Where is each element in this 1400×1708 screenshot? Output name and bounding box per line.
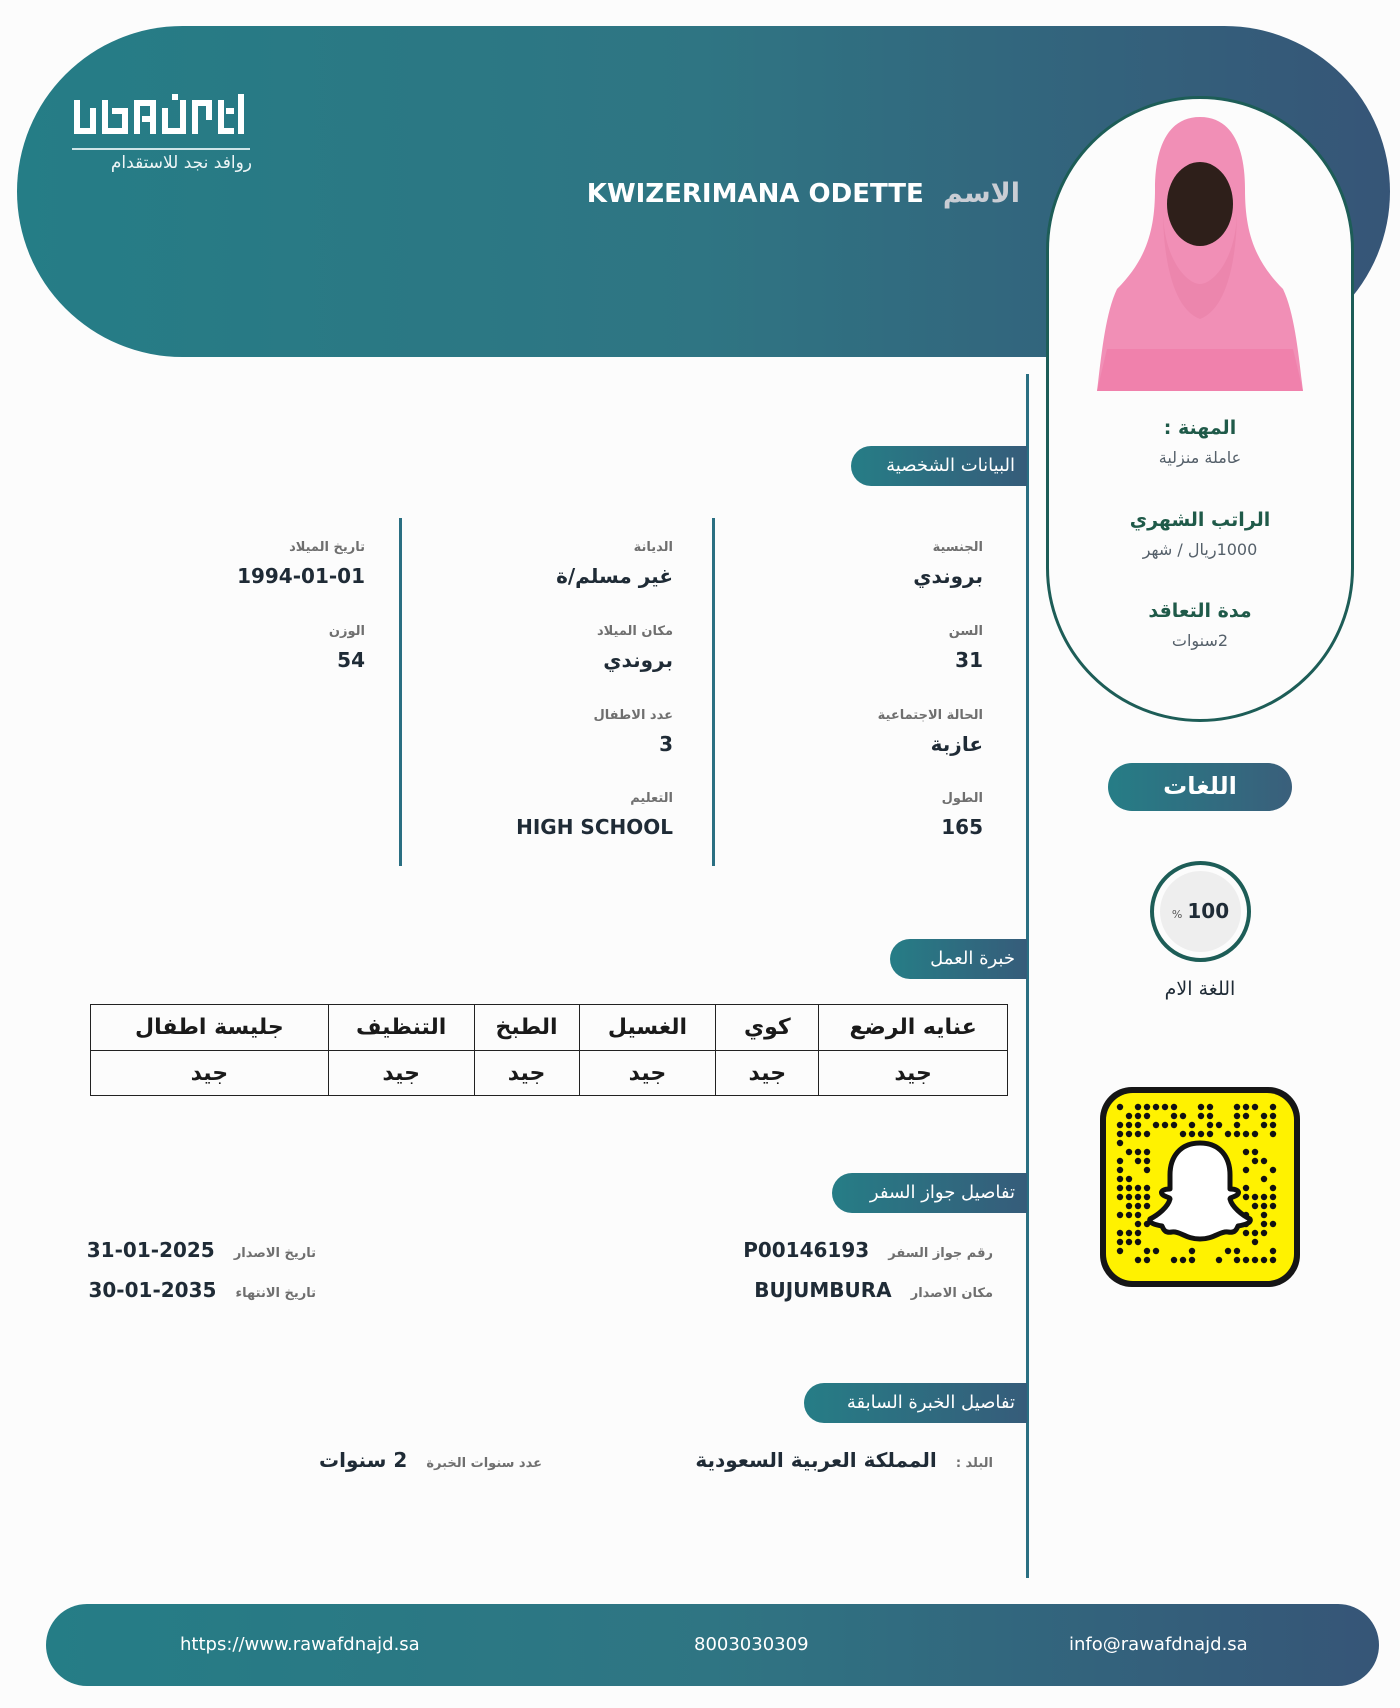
height-label: الطول xyxy=(941,791,983,806)
snapcode-dot xyxy=(1171,1104,1177,1110)
logo-divider xyxy=(72,148,250,150)
snapcode-dot xyxy=(1126,1239,1132,1245)
snapcode-dot xyxy=(1135,1194,1141,1200)
snapcode-dot xyxy=(1243,1185,1249,1191)
education-label: التعليم xyxy=(630,791,673,806)
snapcode-dot xyxy=(1252,1230,1258,1236)
snapcode-dot xyxy=(1135,1257,1141,1263)
snapcode-dot xyxy=(1270,1104,1276,1110)
snapcode-dot xyxy=(1207,1104,1213,1110)
snapcode-dot xyxy=(1198,1113,1204,1119)
snapcode-dot xyxy=(1135,1113,1141,1119)
snapcode-dot xyxy=(1117,1167,1123,1173)
snapcode-dot xyxy=(1171,1257,1177,1263)
snapcode-dot xyxy=(1243,1194,1249,1200)
snapcode-dot xyxy=(1189,1131,1195,1137)
snapcode-dot xyxy=(1117,1212,1123,1218)
snapcode-dot xyxy=(1153,1248,1159,1254)
birth-place-label: مكان الميلاد xyxy=(596,624,673,639)
marital-status-value: عازبة xyxy=(930,732,983,756)
snapcode-dot xyxy=(1243,1131,1249,1137)
skill-level: جيد xyxy=(328,1051,474,1096)
languages-title: اللغات xyxy=(1108,763,1292,811)
snapcode-dot xyxy=(1270,1113,1276,1119)
snapcode-dot xyxy=(1234,1104,1240,1110)
snapcode-dot xyxy=(1144,1194,1150,1200)
column-divider xyxy=(399,518,402,866)
height-value: 165 xyxy=(941,815,983,839)
skill-header: الطبخ xyxy=(474,1005,579,1051)
snapcode-dot xyxy=(1252,1239,1258,1245)
profession-value: عاملة منزلية xyxy=(1158,448,1242,467)
education-value: HIGH SCHOOL xyxy=(516,815,673,839)
snapcode-dot xyxy=(1144,1248,1150,1254)
snapcode-dot xyxy=(1144,1131,1150,1137)
issue-place-label: مكان الاصدار xyxy=(910,1286,993,1301)
snapcode-dot xyxy=(1144,1185,1150,1191)
snapcode-dot xyxy=(1189,1248,1195,1254)
snapcode-dot xyxy=(1126,1212,1132,1218)
snapcode-dot xyxy=(1252,1158,1258,1164)
snapcode-dot xyxy=(1270,1194,1276,1200)
snapcode-dot xyxy=(1135,1212,1141,1218)
snapcode-dot xyxy=(1189,1122,1195,1128)
salary-label: الراتب الشهري xyxy=(1129,509,1271,531)
ghost-icon xyxy=(1150,1143,1251,1239)
issue-date-value: 2025-01-31 xyxy=(86,1238,215,1262)
skill-header: التنظيف xyxy=(328,1005,474,1051)
snapcode-dot xyxy=(1126,1149,1132,1155)
snapcode-dot xyxy=(1207,1131,1213,1137)
column-divider xyxy=(712,518,715,866)
issue-place-field xyxy=(754,1278,993,1302)
snapcode-dot xyxy=(1270,1131,1276,1137)
skill-level: جيد xyxy=(91,1051,329,1096)
snapcode-dot xyxy=(1126,1122,1132,1128)
snapcode-dot xyxy=(1144,1167,1150,1173)
language-name: اللغة الام xyxy=(1164,978,1236,1000)
contract-field xyxy=(1049,600,1351,650)
snapcode-dot xyxy=(1135,1239,1141,1245)
company-logo-mark xyxy=(72,94,246,144)
height-field xyxy=(941,791,983,839)
skill-header: جليسة اطفال xyxy=(91,1005,329,1051)
contract-label: مدة التعاقد xyxy=(1148,600,1252,622)
snapcode-dot xyxy=(1243,1230,1249,1236)
snapcode-dot xyxy=(1243,1113,1249,1119)
snapcode-dot xyxy=(1171,1113,1177,1119)
snapcode-dot xyxy=(1270,1167,1276,1173)
children-label: عدد الاطفال xyxy=(593,708,673,723)
snapcode-yellow xyxy=(1106,1093,1294,1281)
birth-place-field xyxy=(597,624,673,672)
contract-value: 2سنوات xyxy=(1171,631,1229,650)
snapcode-dot xyxy=(1270,1257,1276,1263)
personal-section-title: البيانات الشخصية xyxy=(851,446,1027,486)
marital-status-label: الحالة الاجتماعية xyxy=(877,708,983,723)
snapcode-dot xyxy=(1162,1104,1168,1110)
candidate-photo xyxy=(1097,109,1303,391)
issue-place-value: BUJUMBURA xyxy=(754,1278,892,1302)
snapcode-dot xyxy=(1261,1212,1267,1218)
education-field xyxy=(516,791,673,839)
snapcode-dot xyxy=(1162,1122,1168,1128)
footer-phone[interactable]: 8003030309 xyxy=(694,1634,809,1655)
salary-value: 1000ريال / شهر xyxy=(1142,540,1258,559)
snapcode-dot xyxy=(1135,1131,1141,1137)
snapcode-dot xyxy=(1117,1176,1123,1182)
snapcode-dot xyxy=(1117,1140,1123,1146)
snapcode-dot xyxy=(1198,1131,1204,1137)
snapcode-dot xyxy=(1117,1185,1123,1191)
snapcode-dot xyxy=(1126,1185,1132,1191)
snapcode-dot xyxy=(1144,1257,1150,1263)
company-tagline: روافد نجد للاستقدام xyxy=(110,153,252,173)
snapcode-dot xyxy=(1234,1248,1240,1254)
passport-number-label: رقم جواز السفر xyxy=(888,1246,993,1261)
snapchat-code[interactable] xyxy=(1100,1087,1300,1287)
snapcode-dot xyxy=(1261,1221,1267,1227)
snapcode-dot xyxy=(1252,1131,1258,1137)
snapcode-dot xyxy=(1243,1167,1249,1173)
skills-header-row xyxy=(91,1005,1008,1051)
birth-date-value: 1994-01-01 xyxy=(237,564,365,588)
religion-label: الديانة xyxy=(633,540,673,555)
snapcode-dot xyxy=(1261,1257,1267,1263)
snapcode-dot xyxy=(1252,1203,1258,1209)
skills-table xyxy=(90,1004,1008,1096)
profile-card xyxy=(1046,96,1354,722)
snapcode-dot xyxy=(1243,1104,1249,1110)
snapcode-dot xyxy=(1225,1131,1231,1137)
snapcode-dot xyxy=(1261,1158,1267,1164)
snapcode-dot xyxy=(1180,1131,1186,1137)
snapcode-dot xyxy=(1126,1230,1132,1236)
snapcode-dot xyxy=(1252,1149,1258,1155)
snapcode-dot xyxy=(1216,1257,1222,1263)
nationality-field xyxy=(913,540,983,588)
age-field xyxy=(949,624,983,672)
snapcode-dot xyxy=(1180,1257,1186,1263)
weight-field xyxy=(329,624,365,672)
snapcode-dot xyxy=(1270,1203,1276,1209)
snapcode-dot xyxy=(1234,1122,1240,1128)
snapcode-dot xyxy=(1234,1113,1240,1119)
snapcode-dot xyxy=(1135,1230,1141,1236)
snapcode-dot xyxy=(1135,1185,1141,1191)
snapcode-dot xyxy=(1261,1203,1267,1209)
footer-website-link[interactable]: https://www.rawafdnajd.sa xyxy=(180,1634,420,1655)
snapcode-dot xyxy=(1126,1131,1132,1137)
footer-bar xyxy=(46,1604,1379,1686)
birth-date-field xyxy=(237,540,365,588)
candidate-name xyxy=(560,178,1020,209)
snapcode-dot xyxy=(1126,1194,1132,1200)
snapcode-dot xyxy=(1144,1113,1150,1119)
snapcode-dot xyxy=(1126,1203,1132,1209)
skills-level-row xyxy=(91,1051,1008,1096)
snapcode-dot xyxy=(1135,1149,1141,1155)
skill-header: الغسيل xyxy=(579,1005,716,1051)
snapcode-dot xyxy=(1135,1158,1141,1164)
name-label: الاسم xyxy=(942,178,1020,209)
snapcode-dot xyxy=(1171,1122,1177,1128)
snapcode-dot xyxy=(1117,1131,1123,1137)
language-level-unit: % xyxy=(1171,908,1183,921)
previous-experience-section-title: تفاصيل الخبرة السابقة xyxy=(804,1383,1027,1423)
expiry-date-value: 2035-01-30 xyxy=(88,1278,217,1302)
previous-country-field xyxy=(695,1448,993,1472)
passport-number-value: P00146193 xyxy=(743,1238,870,1262)
company-logo xyxy=(72,94,252,173)
snapcode-dot xyxy=(1144,1203,1150,1209)
skill-level: جيد xyxy=(716,1051,819,1096)
snapcode-dot xyxy=(1207,1113,1213,1119)
birth-date-label: تاريخ الميلاد xyxy=(289,540,365,555)
passport-section-title: تفاصيل جواز السفر xyxy=(832,1173,1027,1213)
religion-value: غير مسلم/ة xyxy=(556,564,673,588)
skill-level: جيد xyxy=(474,1051,579,1096)
experience-years-label: عدد سنوات الخبرة xyxy=(426,1456,542,1471)
passport-number-field xyxy=(743,1238,993,1262)
snapcode-dot xyxy=(1234,1257,1240,1263)
snapcode-dot xyxy=(1198,1104,1204,1110)
snapcode-dot xyxy=(1117,1158,1123,1164)
snapcode-dot xyxy=(1135,1221,1141,1227)
birth-place-value: بروندي xyxy=(603,648,673,672)
issue-date-label: تاريخ الاصدار xyxy=(233,1246,316,1261)
snapcode-dot xyxy=(1261,1230,1267,1236)
snapcode-dot xyxy=(1180,1113,1186,1119)
snapcode-dot xyxy=(1117,1194,1123,1200)
snapcode-dot xyxy=(1144,1104,1150,1110)
snapcode-dot xyxy=(1126,1113,1132,1119)
snapcode-dot xyxy=(1153,1122,1159,1128)
snapcode-dot xyxy=(1225,1248,1231,1254)
weight-label: الوزن xyxy=(328,624,365,639)
snapcode-dot xyxy=(1117,1248,1123,1254)
previous-country-value: المملكة العربية السعودية xyxy=(695,1448,937,1472)
nationality-label: الجنسية xyxy=(932,540,983,555)
age-label: السن xyxy=(948,624,983,639)
snapcode-dot xyxy=(1252,1104,1258,1110)
snapcode-dot xyxy=(1135,1203,1141,1209)
weight-value: 54 xyxy=(337,648,365,672)
previous-country-label: البلد : xyxy=(955,1456,993,1471)
snapcode-dot xyxy=(1270,1122,1276,1128)
skill-level: جيد xyxy=(579,1051,716,1096)
experience-years-field xyxy=(319,1448,542,1472)
snapcode-dot xyxy=(1261,1113,1267,1119)
snapcode-dots xyxy=(1106,1093,1294,1281)
snapcode-dot xyxy=(1243,1257,1249,1263)
snapcode-dot xyxy=(1216,1122,1222,1128)
snapcode-dot xyxy=(1135,1122,1141,1128)
nationality-value: بروندي xyxy=(913,564,983,588)
name-value: KWIZERIMANA ODETTE xyxy=(586,179,924,209)
snapcode-dot xyxy=(1117,1104,1123,1110)
snapcode-dot xyxy=(1135,1104,1141,1110)
language-level xyxy=(1160,871,1241,952)
children-value: 3 xyxy=(659,732,673,756)
snapcode-dot xyxy=(1252,1194,1258,1200)
skill-level: جيد xyxy=(819,1051,1008,1096)
snapcode-dot xyxy=(1270,1248,1276,1254)
expiry-date-field xyxy=(88,1278,316,1302)
footer-email-link[interactable]: info@rawafdnajd.sa xyxy=(1069,1634,1248,1655)
profession-label: المهنة : xyxy=(1163,417,1237,439)
snapcode-dot xyxy=(1234,1131,1240,1137)
snapcode-dot xyxy=(1117,1230,1123,1236)
experience-section-title: خبرة العمل xyxy=(890,939,1027,979)
language-level-value: 100 xyxy=(1187,899,1230,923)
snapcode-dot xyxy=(1243,1149,1249,1155)
experience-years-value: 2 سنوات xyxy=(319,1448,408,1472)
skill-header: كوي xyxy=(716,1005,819,1051)
snapcode-dot xyxy=(1117,1239,1123,1245)
snapcode-dot xyxy=(1261,1176,1267,1182)
snapcode-dot xyxy=(1126,1176,1132,1182)
snapcode-dot xyxy=(1189,1257,1195,1263)
snapcode-dot xyxy=(1117,1122,1123,1128)
salary-field xyxy=(1049,509,1351,559)
snapcode-dot xyxy=(1207,1122,1213,1128)
snapcode-dot xyxy=(1261,1194,1267,1200)
snapcode-dot xyxy=(1252,1257,1258,1263)
snapcode-dot xyxy=(1144,1149,1150,1155)
expiry-date-label: تاريخ الانتهاء xyxy=(235,1286,316,1301)
issue-date-field xyxy=(87,1238,316,1262)
religion-field xyxy=(556,540,673,588)
skill-header: عنايه الرضع xyxy=(819,1005,1008,1051)
children-field xyxy=(594,708,674,756)
snapcode-dot xyxy=(1153,1104,1159,1110)
age-value: 31 xyxy=(955,648,983,672)
snapcode-dot xyxy=(1270,1221,1276,1227)
marital-status-field xyxy=(878,708,983,756)
snapcode-dot xyxy=(1261,1122,1267,1128)
snapcode-dot xyxy=(1144,1158,1150,1164)
snapcode-dot xyxy=(1270,1185,1276,1191)
profession-field xyxy=(1049,417,1351,467)
language-level-ring xyxy=(1150,861,1251,962)
